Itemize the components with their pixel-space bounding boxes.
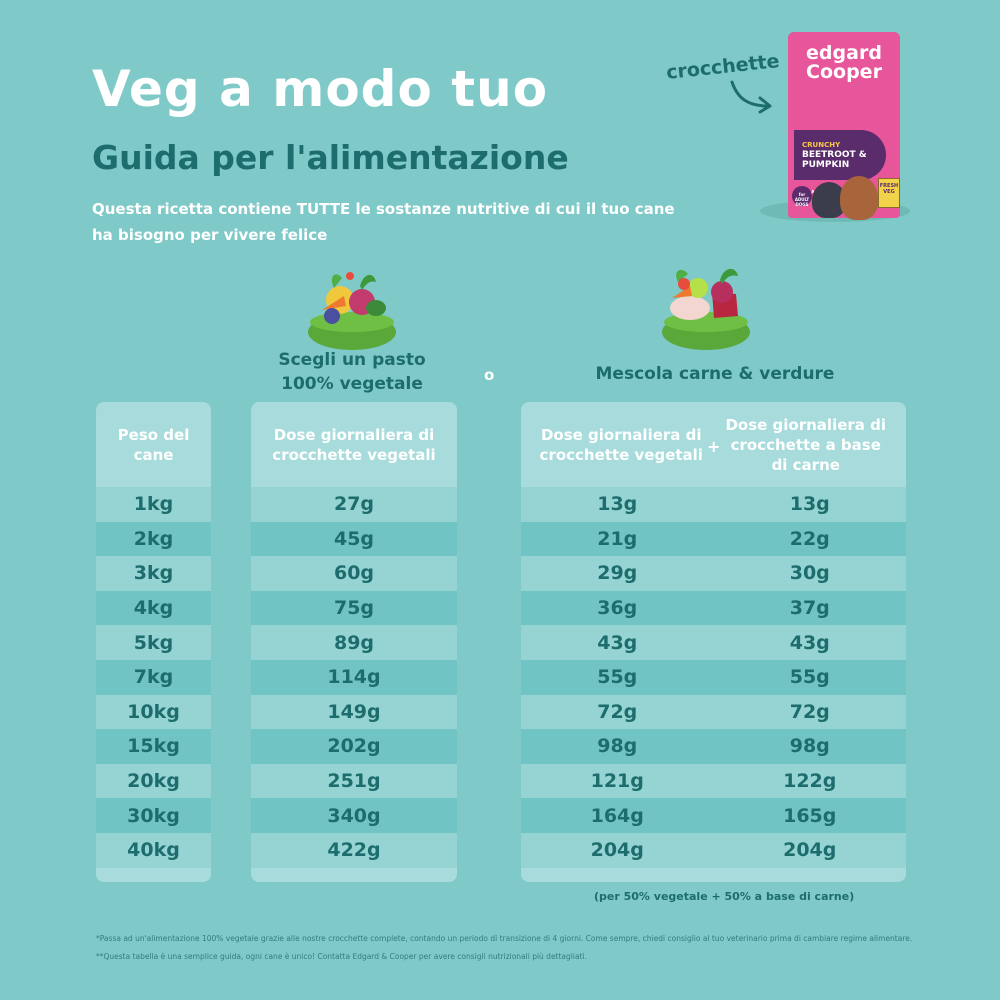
bag-fresh-veg-sign: FRESH VEG <box>878 178 900 208</box>
table-row: 121g 122g <box>521 764 906 799</box>
table-row: 114g <box>251 660 457 695</box>
table-row: 164g 165g <box>521 798 906 833</box>
table-row: 30kg <box>96 798 211 833</box>
table-row: 15kg <box>96 729 211 764</box>
table-row: 340g <box>251 798 457 833</box>
weight-rows <box>96 487 211 868</box>
table-row: 75g <box>251 591 457 626</box>
mix-dose-rows <box>521 487 906 868</box>
page-subtitle: Guida per l'alimentazione <box>92 138 569 177</box>
table-row: 251g <box>251 764 457 799</box>
table-row: 422g <box>251 833 457 868</box>
table-row: 4kg <box>96 591 211 626</box>
table-row: 72g 72g <box>521 695 906 730</box>
curved-arrow-icon <box>728 78 778 114</box>
option-mix-label: Mescola carne & verdure <box>595 364 835 384</box>
table-row: 1kg <box>96 487 211 522</box>
mix-veg-header: Dose giornaliera di crocchette vegetali <box>539 425 703 464</box>
table-row: 13g 13g <box>521 487 906 522</box>
table-footer <box>96 868 211 882</box>
product-callout: crocchette <box>665 50 781 84</box>
mix-meat-header: Dose giornaliera di crocchette a base di carne <box>725 415 887 474</box>
veg-dose-rows <box>251 487 457 868</box>
table-row: 45g <box>251 522 457 557</box>
veg-dose-header: Dose giornaliera di crocchette vegetali <box>251 402 457 487</box>
table-row: 60g <box>251 556 457 591</box>
table-row: 5kg <box>96 625 211 660</box>
table-row: 7kg <box>96 660 211 695</box>
bag-adult-badge: for ADULT DOGS <box>792 186 812 206</box>
table-row: 43g 43g <box>521 625 906 660</box>
table-row: 27g <box>251 487 457 522</box>
weight-table <box>96 402 211 882</box>
veg-dose-table <box>251 402 457 882</box>
table-row: 40kg <box>96 833 211 868</box>
table-row: 3kg <box>96 556 211 591</box>
table-row: 29g 30g <box>521 556 906 591</box>
footnote-2: **Questa tabella è una semplice guida, ogni cane è unico! Contatta Edgard & Cooper per avere consigli nutrizionali più dettagliati. <box>96 952 587 961</box>
mix-note: (per 50% vegetale + 50% a base di carne) <box>594 890 855 903</box>
table-row: 20kg <box>96 764 211 799</box>
table-row: 10kg <box>96 695 211 730</box>
weight-header: Peso del cane <box>96 402 211 487</box>
table-row: 98g 98g <box>521 729 906 764</box>
table-row: 21g 22g <box>521 522 906 557</box>
mix-bowl-icon <box>656 262 756 352</box>
table-row: 55g 55g <box>521 660 906 695</box>
plus-sign: + <box>707 437 721 456</box>
or-label: o <box>484 366 495 384</box>
table-footer <box>521 868 906 882</box>
veg-bowl-icon <box>304 266 400 352</box>
option-veg-label: Scegli un pasto 100% vegetale <box>278 350 426 394</box>
mix-dose-table <box>521 402 906 882</box>
table-row: 202g <box>251 729 457 764</box>
footnote-1: *Passa ad un'alimentazione 100% vegetale grazie alle nostre crocchette complete, contando un periodo di transizione di 4 giorni. Come sempre, chiedi consiglio al tuo veterinario prima di cambiare regime alimentare. <box>96 934 913 943</box>
table-row: 89g <box>251 625 457 660</box>
table-row: 149g <box>251 695 457 730</box>
table-row: 36g 37g <box>521 591 906 626</box>
bag-brand: edgard Cooper <box>806 42 882 83</box>
table-row: 204g 204g <box>521 833 906 868</box>
table-footer <box>251 868 457 882</box>
intro-text: Questa ricetta contiene TUTTE le sostanze nutritive di cui il tuo cane ha bisogno per vivere felice <box>92 200 675 244</box>
bag-recipe-name: CRUNCHY BEETROOT & PUMPKIN <box>802 141 867 170</box>
dog-illustration <box>840 176 878 220</box>
page-title: Veg a modo tuo <box>92 60 549 118</box>
table-row: 2kg <box>96 522 211 557</box>
